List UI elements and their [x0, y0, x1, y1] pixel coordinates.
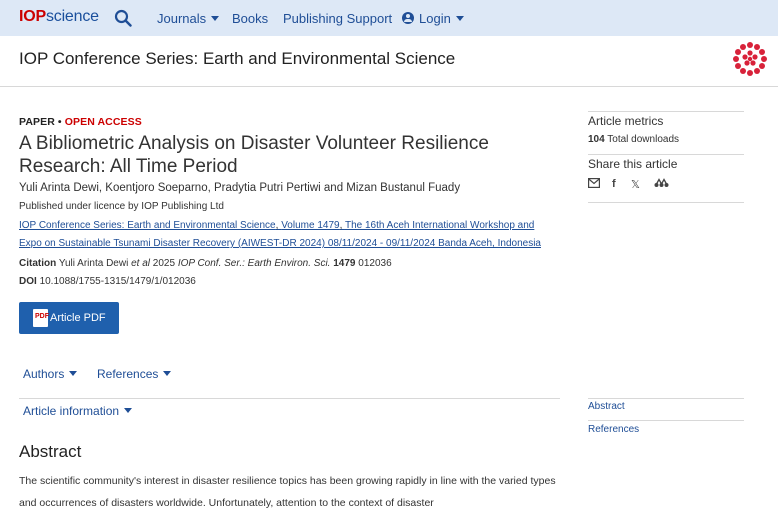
article-metrics-heading: Article metrics [588, 114, 664, 128]
volume-link[interactable]: Volume 1479 [281, 220, 340, 231]
search-button[interactable] [114, 9, 132, 27]
article-source-links: IOP Conference Series: Earth and Environmental Science, Volume 1479, The 16th Aceh International Workshop and [19, 220, 535, 231]
nav-login[interactable]: Login [402, 11, 464, 26]
nav-books[interactable]: Books [232, 11, 269, 26]
header-divider [0, 86, 778, 87]
chevron-down-icon [124, 408, 132, 413]
share-heading: Share this article [588, 157, 678, 171]
sidebar-divider [588, 154, 744, 155]
abstract-text: The scientific community's interest in disaster resilience topics has been growing rapidly in line with the varied types and occurrences of disasters worldwide. Unfortunately, attention to the context of disaster [19, 475, 556, 509]
iopscience-logo[interactable]: IOPscience [19, 8, 99, 25]
sidebar-nav-references[interactable]: References [588, 424, 640, 435]
journal-title[interactable]: IOP Conference Series: Earth and Environmental Science [19, 49, 456, 68]
sidebar-nav-abstract[interactable]: Abstract [588, 401, 625, 412]
mendeley-icon[interactable] [654, 178, 669, 191]
journal-link[interactable]: IOP Conference Series: Earth and Environmental Science [19, 220, 276, 231]
licence-note: Published under licence by IOP Publishing Ltd [19, 201, 224, 212]
journal-logo-icon [731, 40, 769, 78]
doi: DOI 10.1088/1755-1315/1479/1/012036 [19, 276, 196, 287]
x-icon[interactable]: 𝕏 [631, 179, 640, 191]
facebook-icon[interactable]: f [612, 178, 616, 190]
top-navigation-bar [0, 0, 778, 36]
article-information-dropdown[interactable]: Article information [23, 404, 132, 418]
section-divider [19, 398, 560, 399]
doi-value[interactable]: 10.1088/1755-1315/1479/1/012036 [39, 276, 196, 287]
chevron-down-icon [456, 16, 464, 21]
article-title: A Bibliometric Analysis on Disaster Volunteer Resilience Research: All Time Period [19, 133, 489, 177]
article-type-label: PAPER • OPEN ACCESS [19, 116, 142, 128]
chevron-down-icon [211, 16, 219, 21]
chevron-down-icon [69, 371, 77, 376]
article-pdf-button[interactable]: PDF Article PDF [19, 302, 119, 334]
pdf-icon: PDF [33, 309, 48, 327]
conference-link-line-2[interactable]: Expo on Sustainable Tsunami Disaster Recovery (AIWEST-DR 2024) 08/11/2024 - 09/11/2024 Banda Aceh, Indonesia [19, 238, 541, 249]
article-authors: Yuli Arinta Dewi, Koentjoro Soeparno, Pradytia Putri Pertiwi and Mizan Bustanul Fuady [19, 182, 461, 194]
sidebar-divider [588, 398, 744, 399]
authors-dropdown[interactable]: Authors [23, 367, 77, 381]
journal-logo[interactable] [731, 40, 769, 78]
sidebar-divider [588, 111, 744, 112]
nav-publishing-support[interactable]: Publishing Support [283, 11, 393, 26]
conference-link[interactable]: The 16th Aceh International Workshop and [344, 220, 535, 231]
references-dropdown[interactable]: References [97, 367, 171, 381]
abstract-heading: Abstract [19, 442, 82, 461]
mail-icon[interactable] [588, 178, 600, 191]
search-icon [114, 9, 132, 27]
citation: Citation Yuli Arinta Dewi et al 2025 IOP Conf. Ser.: Earth Environ. Sci. 1479 012036 [19, 258, 392, 269]
chevron-down-icon [163, 371, 171, 376]
user-icon [402, 12, 414, 24]
sidebar-divider [588, 420, 744, 421]
nav-journals[interactable]: Journals [157, 11, 219, 26]
total-downloads[interactable]: 104 Total downloads [588, 134, 679, 145]
open-access-badge: OPEN ACCESS [64, 116, 142, 128]
sidebar-divider [588, 202, 744, 203]
